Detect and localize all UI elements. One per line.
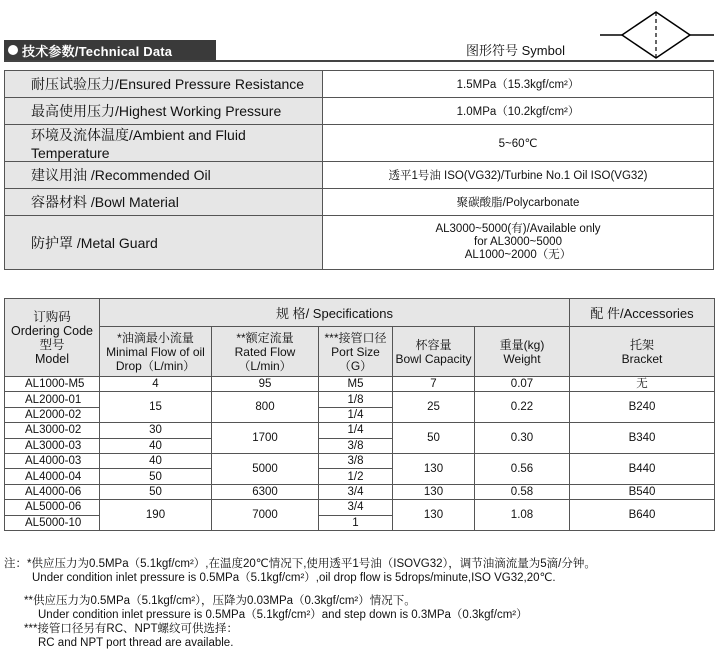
param-label: 建议用油 /Recommended Oil	[5, 162, 323, 189]
port-size-cell: 3/8	[319, 438, 393, 453]
bowl-capacity-header: 杯容量 Bowl Capacity	[393, 327, 475, 377]
table-row	[5, 216, 714, 270]
section-title: 技术参数/Technical Data	[22, 43, 173, 59]
param-value-line: for AL3000~5000	[474, 236, 562, 248]
port-size-cell: 1/4	[319, 407, 393, 422]
bowl-capacity-cell: 25	[393, 392, 475, 423]
param-value-line: AL3000~5000(有)/Available only	[435, 223, 601, 235]
model-cell: AL4000-03	[5, 453, 100, 468]
bracket-cell: B340	[570, 423, 715, 454]
port-size-cell: 3/8	[319, 453, 393, 468]
model-cell: AL2000-01	[5, 392, 100, 407]
param-label: 耐压试验压力/Ensured Pressure Resistance	[5, 71, 323, 98]
table-row	[5, 377, 715, 392]
technical-data-table	[4, 70, 714, 270]
model-cell: AL3000-03	[5, 438, 100, 453]
min-flow-header: *油滴最小流量 Minimal Flow of oil Drop（L/min）	[100, 327, 212, 377]
model-cell: AL2000-02	[5, 407, 100, 422]
min-flow-cell: 50	[100, 469, 212, 484]
min-flow-cell: 15	[100, 392, 212, 423]
port-size-cell: 3/4	[319, 500, 393, 515]
param-value-line: AL1000~2000（无）	[464, 249, 572, 261]
port-size-cell: 1/4	[319, 423, 393, 438]
weight-cell: 0.07	[475, 377, 570, 392]
table-row	[5, 189, 714, 216]
param-value: 5~60℃	[323, 125, 714, 162]
weight-cell: 0.22	[475, 392, 570, 423]
accessories-header: 配 件/Accessories	[570, 299, 715, 327]
bowl-capacity-cell: 130	[393, 453, 475, 484]
port-size-cell: 3/4	[319, 484, 393, 499]
bowl-capacity-cell: 7	[393, 377, 475, 392]
param-value	[323, 216, 714, 270]
min-flow-cell: 4	[100, 377, 212, 392]
weight-cell: 0.30	[475, 423, 570, 454]
min-flow-cell: 30	[100, 423, 212, 438]
note-1-cn: 注：*供应压力为0.5MPa（5.1kgf/cm²）,在温度20℃情况下,使用透平1号油（ISOVG32），调节油滴流量为5滴/分钟。	[4, 558, 596, 570]
symbol-label: 图形符号 Symbol	[466, 43, 565, 58]
table-row	[5, 500, 715, 515]
note-3-en: RC and NPT port thread are available.	[38, 637, 234, 649]
model-cell: AL1000-M5	[5, 377, 100, 392]
port-size-cell: 1	[319, 515, 393, 530]
model-cell: AL5000-06	[5, 500, 100, 515]
param-value: 透平1号油 ISO(VG32)/Turbine No.1 Oil ISO(VG32)	[323, 162, 714, 189]
table-row	[5, 71, 714, 98]
bowl-capacity-cell: 50	[393, 423, 475, 454]
table-row	[5, 392, 715, 407]
model-cell: AL4000-04	[5, 469, 100, 484]
param-value: 聚碳酸脂/Polycarbonate	[323, 189, 714, 216]
bowl-capacity-cell: 130	[393, 484, 475, 499]
min-flow-cell: 50	[100, 484, 212, 499]
bracket-cell: B540	[570, 484, 715, 499]
weight-header: 重量(kg) Weight	[475, 327, 570, 377]
min-flow-cell: 40	[100, 438, 212, 453]
bullet-icon	[8, 45, 18, 55]
ordering-code-header: 订购码 Ordering Code 型号 Model	[5, 299, 100, 377]
table-row	[5, 423, 715, 438]
rated-flow-cell: 1700	[212, 423, 319, 454]
filter-symbol-icon	[598, 10, 714, 60]
header-divider	[4, 60, 714, 62]
table-row	[5, 125, 714, 162]
port-size-cell: M5	[319, 377, 393, 392]
bracket-cell: 无	[570, 377, 715, 392]
min-flow-cell: 40	[100, 453, 212, 468]
param-value: 1.5MPa（15.3kgf/cm²）	[323, 71, 714, 98]
param-label: 最高使用压力/Highest Working Pressure	[5, 98, 323, 125]
table-row	[5, 453, 715, 468]
note-2-en: Under condition inlet pressure is 0.5MPa（5.1kgf/cm²）and step down is 0.3MPa（0.3kgf/cm²）	[38, 609, 528, 621]
rated-flow-cell: 7000	[212, 500, 319, 531]
param-value: 1.0MPa（10.2kgf/cm²）	[323, 98, 714, 125]
note-3-cn: ***接管口径另有RC、NPT螺纹可供选择：	[24, 623, 239, 635]
weight-cell: 0.56	[475, 453, 570, 484]
rated-flow-cell: 5000	[212, 453, 319, 484]
param-label: 环境及流体温度/Ambient and Fluid Temperature	[5, 125, 323, 162]
note-2-cn: **供应压力为0.5MPa（5.1kgf/cm²），压降为0.03MPa（0.3kgf/cm²）情况下。	[24, 595, 416, 607]
rated-flow-header: **额定流量 Rated Flow （L/min）	[212, 327, 319, 377]
bracket-header: 托架 Bracket	[570, 327, 715, 377]
model-cell: AL3000-02	[5, 423, 100, 438]
note-1-en: Under condition inlet pressure is 0.5MPa（5.1kgf/cm²）,oil drop flow is 5drops/minute,ISO VG32,20℃.	[32, 572, 556, 584]
notes-prefix: 注：	[4, 558, 27, 570]
rated-flow-cell: 800	[212, 392, 319, 423]
param-label: 防护罩 /Metal Guard	[5, 216, 323, 270]
table-row	[5, 484, 715, 499]
specifications-table	[4, 298, 715, 531]
min-flow-cell: 190	[100, 500, 212, 531]
bracket-cell: B640	[570, 500, 715, 531]
bracket-cell: B240	[570, 392, 715, 423]
weight-cell: 1.08	[475, 500, 570, 531]
notes	[4, 557, 716, 650]
port-size-cell: 1/8	[319, 392, 393, 407]
port-size-cell: 1/2	[319, 469, 393, 484]
param-label: 容器材料 /Bowl Material	[5, 189, 323, 216]
weight-cell: 0.58	[475, 484, 570, 499]
specifications-header: 规 格/ Specifications	[100, 299, 570, 327]
table-row	[5, 162, 714, 189]
bracket-cell: B440	[570, 453, 715, 484]
model-cell: AL5000-10	[5, 515, 100, 530]
bowl-capacity-cell: 130	[393, 500, 475, 531]
table-row	[5, 98, 714, 125]
model-cell: AL4000-06	[5, 484, 100, 499]
port-size-header: ***接管口径 Port Size （G）	[319, 327, 393, 377]
section-header	[4, 40, 216, 60]
rated-flow-cell: 95	[212, 377, 319, 392]
rated-flow-cell: 6300	[212, 484, 319, 499]
